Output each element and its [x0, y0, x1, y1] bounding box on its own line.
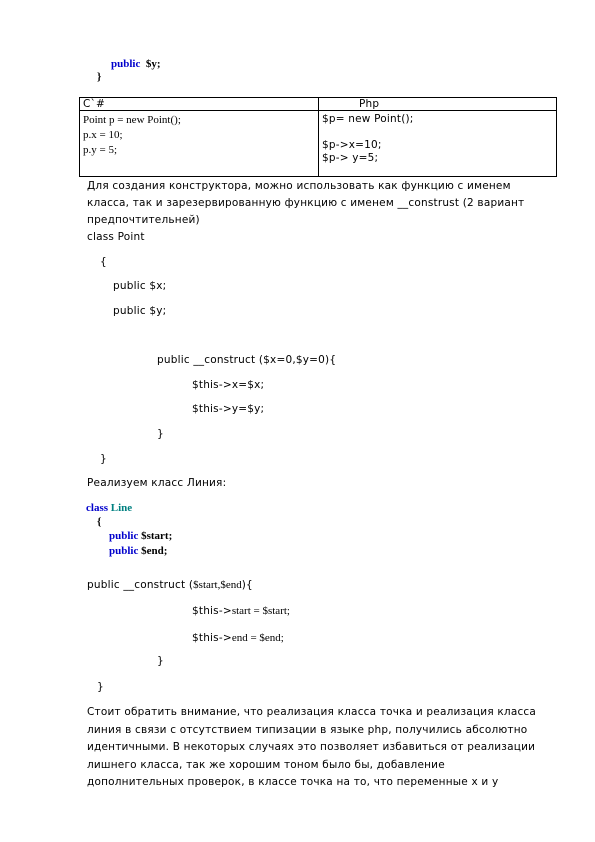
paragraph-line: идентичными. В некоторых случаях это позволяет избавиться от реализации — [87, 741, 536, 753]
line-class-header: class Line — [86, 502, 133, 514]
code-public-y: public $y; — [111, 58, 161, 70]
paragraph-line: лишнего класса, так же хорошим тоном было бы, добавление — [87, 758, 445, 771]
closing-paragraph — [87, 704, 547, 792]
table-cell-php — [319, 111, 557, 177]
table-cell-csharp — [80, 111, 319, 177]
line-field-start: public $start; — [109, 530, 173, 542]
line-assign-end: $this->end = $end; — [192, 632, 284, 644]
csharp-line: p.x = 10; — [83, 129, 123, 141]
php-line: $p-> y=5; — [322, 152, 379, 164]
line-field-end: public $end; — [109, 545, 168, 557]
intro-paragraph — [87, 178, 547, 229]
point-inner-close: } — [157, 428, 164, 440]
paragraph-line: линия в связи с отсутствием типизации в языке php, получились абсолютно — [87, 723, 528, 736]
line-close-brace: } — [97, 681, 104, 693]
line-open-brace: { — [97, 516, 102, 528]
point-open-brace: { — [100, 256, 107, 268]
point-constructor: public __construct ($x=0,$y=0){ — [157, 354, 337, 366]
point-assign-x: $this->x=$x; — [192, 379, 265, 391]
line-assign-start: $this->start = $start; — [192, 605, 290, 617]
php-line: $p->x=10; — [322, 139, 382, 151]
csharp-line: p.y = 5; — [83, 144, 118, 156]
csharp-line: Point p = new Point(); — [83, 114, 181, 126]
line-constructor: public __construct ($start,$end){ — [87, 579, 253, 591]
paragraph-line: дополнительных проверок, в классе точка на то, что переменные х и у — [87, 776, 499, 788]
point-assign-y: $this->y=$y; — [192, 403, 265, 415]
line-intro: Реализуем класс Линия: — [87, 477, 227, 489]
php-line: $p= new Point(); — [322, 113, 414, 125]
table-header-csharp: C`# — [80, 98, 319, 111]
point-close-brace: } — [100, 453, 107, 465]
table-header-row — [80, 98, 557, 111]
table-row — [80, 111, 557, 177]
paragraph-line: Для создания конструктора, можно использовать как функцию с именем — [87, 180, 511, 192]
point-field-x: public $x; — [113, 280, 167, 292]
line-inner-close: } — [157, 655, 164, 667]
point-class-header: class Point — [87, 231, 145, 243]
paragraph-line: класса, так и зарезервированную функцию с именем __construst (2 вариант — [87, 197, 525, 209]
table-header-php: Php — [319, 98, 557, 111]
code-close-brace: } — [97, 71, 102, 83]
paragraph-line: Стоит обратить внимание, что реализация класса точка и реализация класса — [87, 706, 537, 718]
php-line — [322, 126, 553, 139]
point-field-y: public $y; — [113, 305, 167, 317]
paragraph-line: предпочтительней) — [87, 214, 200, 226]
comparison-table — [79, 97, 557, 177]
